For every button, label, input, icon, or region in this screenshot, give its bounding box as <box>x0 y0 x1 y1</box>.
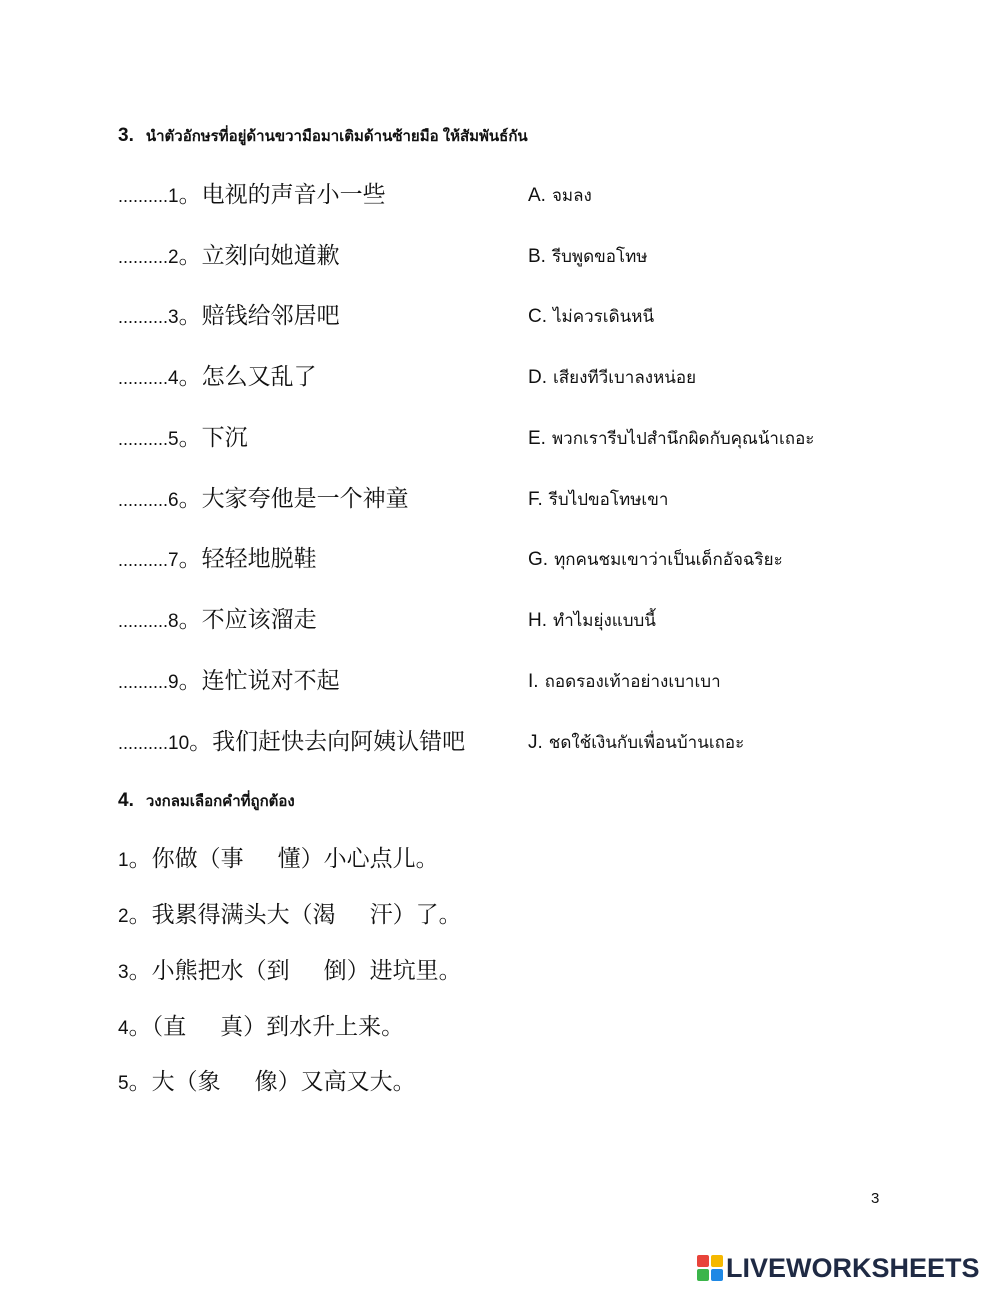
separator: 。 <box>178 606 202 632</box>
chinese-phrase: 赔钱给邻居吧 <box>201 302 340 328</box>
choice-option-1[interactable]: （直 <box>151 1013 187 1039</box>
question-number: 2 <box>168 247 179 268</box>
match-row-5 <box>118 419 958 453</box>
choice-option-1[interactable]: 大（象 <box>151 1068 221 1094</box>
choice-option-1[interactable]: 我累得满头大（渴 <box>151 901 336 927</box>
choice-option-2[interactable]: 像）又高又大。 <box>254 1068 416 1094</box>
separator: 。 <box>128 901 152 927</box>
choice-option-1[interactable]: 你做（事 <box>151 845 244 871</box>
thai-meaning: พวกเรารีบไปสำนึกผิดกับคุณน้าเถอะ <box>551 429 815 448</box>
match-row-9 <box>118 662 958 696</box>
option-letter: C. <box>528 306 547 327</box>
question-number: 4 <box>118 1018 129 1039</box>
option-letter: I. <box>528 671 539 692</box>
question-number: 5 <box>168 429 179 450</box>
separator: 。 <box>178 485 202 511</box>
chinese-phrase: 轻轻地脱鞋 <box>201 545 317 571</box>
question-number: 9 <box>168 672 179 693</box>
logo-square-yellow <box>711 1255 723 1267</box>
liveworksheets-logo[interactable] <box>697 1252 980 1284</box>
brand-name: LIVEWORKSHEETS <box>726 1252 980 1283</box>
section-3-instruction: นำตัวอักษรที่อยู่ด้านขวามือมาเติมด้านซ้ายมือ ให้สัมพันธ์กัน <box>145 128 528 145</box>
answer-blank[interactable]: .......... <box>118 186 169 206</box>
separator: 。 <box>178 242 202 268</box>
section-4-instruction: วงกลมเลือกคำที่ถูกต้อง <box>145 793 295 810</box>
thai-meaning: เสียงทีวีเบาลงหน่อย <box>553 368 697 387</box>
chinese-phrase: 怎么又乱了 <box>201 363 317 389</box>
thai-meaning: ชดใช้เงินกับเพื่อนบ้านเถอะ <box>548 733 745 752</box>
choice-row-5 <box>118 1063 416 1096</box>
match-row-7 <box>118 540 958 574</box>
match-row-6 <box>118 480 958 514</box>
answer-blank[interactable]: .......... <box>118 307 169 327</box>
question-number: 6 <box>168 490 179 511</box>
question-number: 1 <box>168 186 179 207</box>
option-letter: E. <box>528 428 546 449</box>
separator: 。 <box>178 181 202 207</box>
section-4-title <box>118 789 295 813</box>
separator: 。 <box>128 845 152 871</box>
question-number: 7 <box>168 550 179 571</box>
separator: 。 <box>178 302 202 328</box>
answer-blank[interactable]: .......... <box>118 429 169 449</box>
question-number: 3 <box>168 307 179 328</box>
match-row-2 <box>118 237 958 271</box>
match-row-1 <box>118 176 958 210</box>
section-3-number: 3. <box>118 125 134 146</box>
match-row-8 <box>118 601 958 635</box>
match-row-4 <box>118 358 958 392</box>
thai-meaning: จมลง <box>551 186 592 205</box>
logo-square-blue <box>711 1269 723 1281</box>
option-letter: H. <box>528 610 547 631</box>
option-letter: J. <box>528 732 543 753</box>
separator: 。 <box>178 363 202 389</box>
question-number: 3 <box>118 962 129 983</box>
section-3-title <box>118 124 528 148</box>
choice-option-2[interactable]: 懂）小心点儿。 <box>277 845 439 871</box>
choice-row-1 <box>118 840 439 873</box>
logo-square-red <box>697 1255 709 1267</box>
chinese-phrase: 立刻向她道歉 <box>201 242 340 268</box>
thai-meaning: รีบไปขอโทษเขา <box>548 490 669 509</box>
chinese-phrase: 电视的声音小一些 <box>201 181 386 207</box>
separator: 。 <box>189 728 213 754</box>
chinese-phrase: 大家夸他是一个神童 <box>201 485 409 511</box>
thai-meaning: ทำไมยุ่งแบบนี้ <box>553 611 656 630</box>
page-number: 3 <box>871 1190 880 1207</box>
thai-meaning: ถอดรองเท้าอย่างเบาเบา <box>544 672 721 691</box>
question-number: 5 <box>118 1073 129 1094</box>
logo-square-green <box>697 1269 709 1281</box>
separator: 。 <box>128 957 152 983</box>
option-letter: D. <box>528 367 547 388</box>
separator: 。 <box>178 424 202 450</box>
answer-blank[interactable]: .......... <box>118 733 169 753</box>
separator: 。 <box>178 545 202 571</box>
option-letter: G. <box>528 549 549 570</box>
question-number: 10 <box>168 733 190 754</box>
answer-blank[interactable]: .......... <box>118 247 169 267</box>
answer-blank[interactable]: .......... <box>118 672 169 692</box>
thai-meaning: ทุกคนชมเขาว่าเป็นเด็กอัจฉริยะ <box>554 550 783 569</box>
answer-blank[interactable]: .......... <box>118 490 169 510</box>
option-letter: F. <box>528 489 543 510</box>
chinese-phrase: 连忙说对不起 <box>201 667 340 693</box>
choice-row-4 <box>118 1008 404 1041</box>
separator: 。 <box>178 667 202 693</box>
answer-blank[interactable]: .......... <box>118 611 169 631</box>
choice-option-1[interactable]: 小熊把水（到 <box>151 957 290 983</box>
separator: 。 <box>128 1013 152 1039</box>
match-row-10 <box>118 723 958 757</box>
chinese-phrase: 不应该溜走 <box>201 606 317 632</box>
separator: 。 <box>128 1068 152 1094</box>
option-letter: B. <box>528 246 546 267</box>
choice-row-3 <box>118 952 462 985</box>
answer-blank[interactable]: .......... <box>118 550 169 570</box>
match-row-3 <box>118 297 958 331</box>
liveworksheets-logo-icon <box>697 1255 723 1281</box>
question-number: 8 <box>168 611 179 632</box>
question-number: 4 <box>168 368 179 389</box>
thai-meaning: ไม่ควรเดินหนี <box>553 307 655 326</box>
chinese-phrase: 下沉 <box>201 424 248 450</box>
question-number: 1 <box>118 850 129 871</box>
thai-meaning: รีบพูดขอโทษ <box>551 247 648 266</box>
choice-row-2 <box>118 896 462 929</box>
choice-option-2[interactable]: 汗）了。 <box>369 901 462 927</box>
section-4-number: 4. <box>118 790 134 811</box>
option-letter: A. <box>528 185 546 206</box>
choice-option-2[interactable]: 真）到水升上来。 <box>220 1013 405 1039</box>
choice-option-2[interactable]: 倒）进坑里。 <box>323 957 462 983</box>
chinese-phrase: 我们赶快去向阿姨认错吧 <box>212 728 466 754</box>
answer-blank[interactable]: .......... <box>118 368 169 388</box>
question-number: 2 <box>118 906 129 927</box>
